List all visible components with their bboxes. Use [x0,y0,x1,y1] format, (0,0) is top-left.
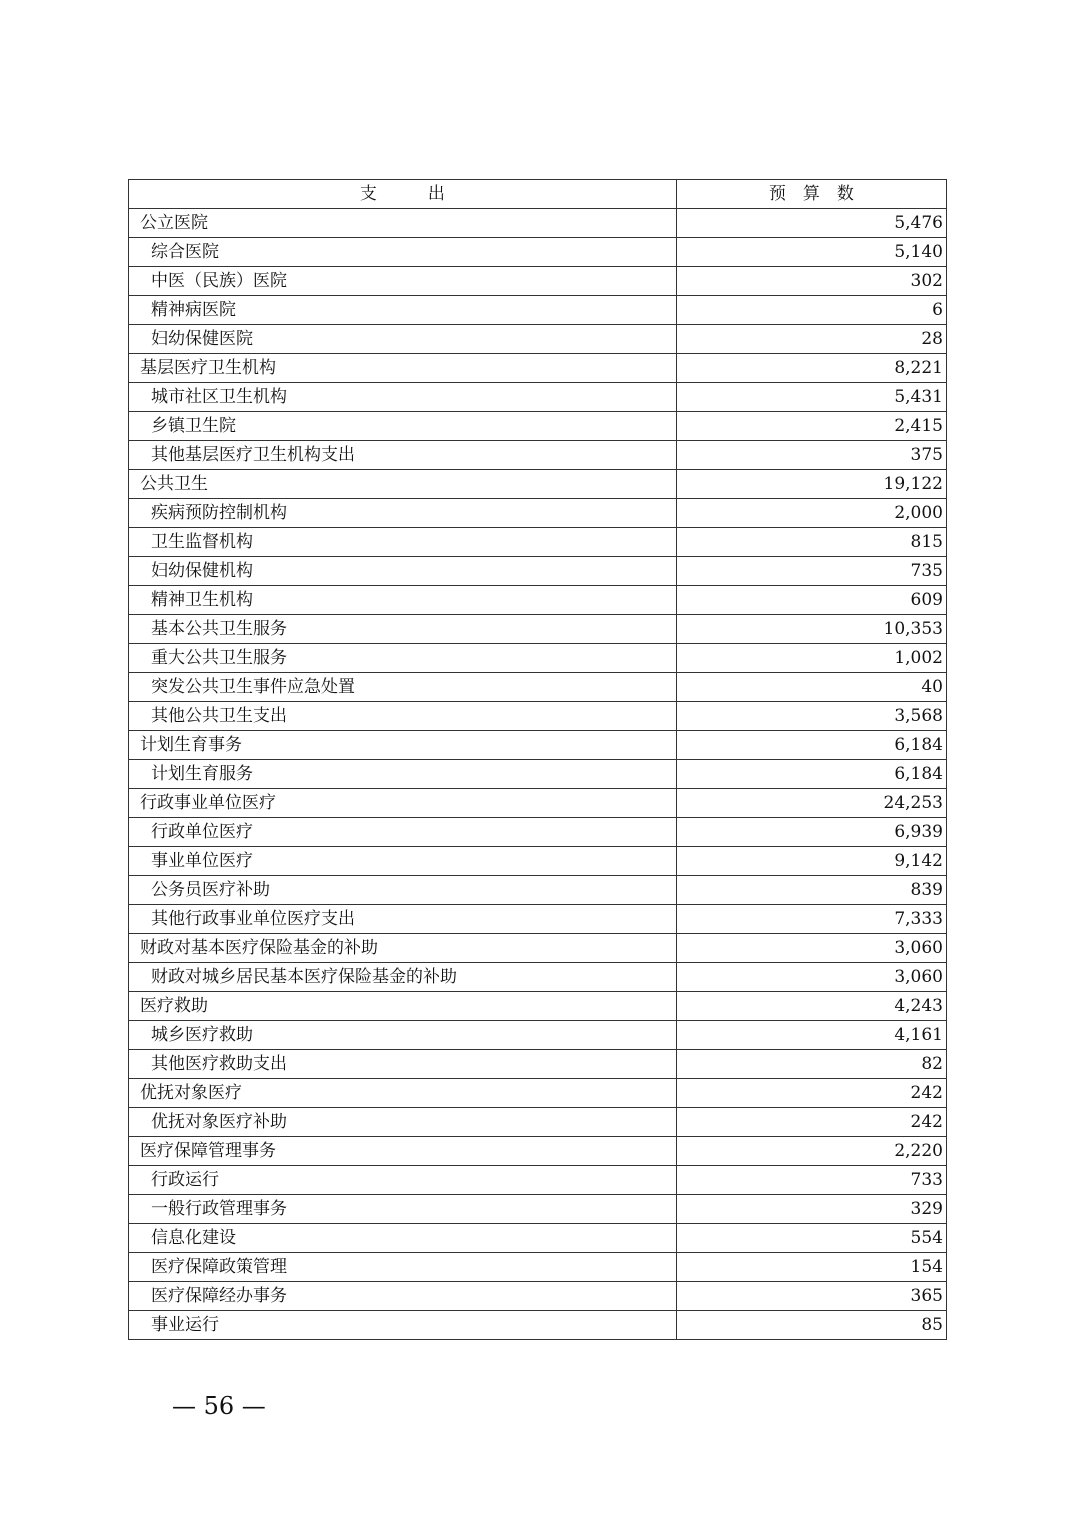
item-name-cell: 行政单位医疗 [129,818,677,847]
budget-amount-cell: 242 [676,1079,946,1108]
item-name-cell: 综合医院 [129,238,677,267]
budget-amount-cell: 40 [676,673,946,702]
table-row [129,934,947,963]
budget-amount-cell: 3,060 [676,963,946,992]
table-row [129,557,947,586]
budget-amount-cell: 2,220 [676,1137,946,1166]
table-row [129,1021,947,1050]
item-name-cell: 医疗保障政策管理 [129,1253,677,1282]
header-expenditure [129,180,677,209]
table-row [129,847,947,876]
table-row [129,876,947,905]
table-row [129,963,947,992]
budget-expenditure-table [128,179,947,1340]
budget-amount-cell: 3,060 [676,934,946,963]
item-name-cell: 行政事业单位医疗 [129,789,677,818]
budget-amount-cell: 1,002 [676,644,946,673]
table-row [129,1253,947,1282]
item-name-cell: 计划生育服务 [129,760,677,789]
item-name-cell: 精神卫生机构 [129,586,677,615]
table-row [129,702,947,731]
budget-amount-cell: 365 [676,1282,946,1311]
table-row [129,789,947,818]
budget-amount-cell: 4,243 [676,992,946,1021]
item-name-cell: 妇幼保健医院 [129,325,677,354]
table-row [129,1224,947,1253]
item-name-cell: 基层医疗卫生机构 [129,354,677,383]
budget-amount-cell: 85 [676,1311,946,1340]
item-name-cell: 公共卫生 [129,470,677,499]
table-row [129,1195,947,1224]
budget-amount-cell: 24,253 [676,789,946,818]
item-name-cell: 优抚对象医疗补助 [129,1108,677,1137]
budget-amount-cell: 4,161 [676,1021,946,1050]
item-name-cell: 重大公共卫生服务 [129,644,677,673]
item-name-cell: 医疗救助 [129,992,677,1021]
item-name-cell: 优抚对象医疗 [129,1079,677,1108]
item-name-cell: 突发公共卫生事件应急处置 [129,673,677,702]
item-name-cell: 行政运行 [129,1166,677,1195]
table-row [129,238,947,267]
header-row [129,180,947,209]
item-name-cell: 其他基层医疗卫生机构支出 [129,441,677,470]
table-row [129,644,947,673]
item-name-cell: 其他公共卫生支出 [129,702,677,731]
table-row [129,325,947,354]
table-header [129,180,947,209]
item-name-cell: 公立医院 [129,209,677,238]
item-name-cell: 医疗保障经办事务 [129,1282,677,1311]
budget-amount-cell: 5,140 [676,238,946,267]
item-name-cell: 财政对城乡居民基本医疗保险基金的补助 [129,963,677,992]
budget-amount-cell: 7,333 [676,905,946,934]
table-row [129,1079,947,1108]
table-row [129,528,947,557]
item-name-cell: 事业单位医疗 [129,847,677,876]
table-row [129,499,947,528]
budget-amount-cell: 242 [676,1108,946,1137]
table-row [129,354,947,383]
item-name-cell: 疾病预防控制机构 [129,499,677,528]
item-name-cell: 中医（民族）医院 [129,267,677,296]
item-name-cell: 一般行政管理事务 [129,1195,677,1224]
item-name-cell: 精神病医院 [129,296,677,325]
table-row [129,615,947,644]
table-row [129,383,947,412]
table-row [129,586,947,615]
budget-amount-cell: 815 [676,528,946,557]
item-name-cell: 计划生育事务 [129,731,677,760]
header-expenditure-label: 支 出 [359,184,445,204]
budget-amount-cell: 5,431 [676,383,946,412]
table-row [129,673,947,702]
table-row [129,1282,947,1311]
item-name-cell: 卫生监督机构 [129,528,677,557]
budget-amount-cell: 5,476 [676,209,946,238]
table-row [129,760,947,789]
item-name-cell: 其他医疗救助支出 [129,1050,677,1079]
table-row [129,1050,947,1079]
table-row [129,209,947,238]
header-budget-label: 预 算 数 [768,184,854,204]
item-name-cell: 财政对基本医疗保险基金的补助 [129,934,677,963]
table-row [129,992,947,1021]
item-name-cell: 妇幼保健机构 [129,557,677,586]
item-name-cell: 其他行政事业单位医疗支出 [129,905,677,934]
budget-amount-cell: 6 [676,296,946,325]
item-name-cell: 医疗保障管理事务 [129,1137,677,1166]
item-name-cell: 信息化建设 [129,1224,677,1253]
item-name-cell: 公务员医疗补助 [129,876,677,905]
budget-amount-cell: 10,353 [676,615,946,644]
header-budget [676,180,946,209]
table-body [129,209,947,1340]
item-name-cell: 事业运行 [129,1311,677,1340]
budget-amount-cell: 302 [676,267,946,296]
table-row [129,1108,947,1137]
budget-amount-cell: 19,122 [676,470,946,499]
table-row [129,731,947,760]
table-row [129,267,947,296]
budget-amount-cell: 735 [676,557,946,586]
table-row [129,905,947,934]
item-name-cell: 乡镇卫生院 [129,412,677,441]
budget-amount-cell: 375 [676,441,946,470]
budget-amount-cell: 82 [676,1050,946,1079]
budget-amount-cell: 839 [676,876,946,905]
item-name-cell: 基本公共卫生服务 [129,615,677,644]
budget-amount-cell: 6,939 [676,818,946,847]
budget-amount-cell: 154 [676,1253,946,1282]
table-row [129,1137,947,1166]
table-row [129,470,947,499]
budget-amount-cell: 6,184 [676,731,946,760]
table-row [129,1166,947,1195]
table-row [129,296,947,325]
budget-amount-cell: 329 [676,1195,946,1224]
page-number: — 56 — [172,1392,266,1420]
table-row [129,818,947,847]
budget-amount-cell: 28 [676,325,946,354]
table-row [129,441,947,470]
budget-amount-cell: 8,221 [676,354,946,383]
item-name-cell: 城乡医疗救助 [129,1021,677,1050]
budget-amount-cell: 2,415 [676,412,946,441]
table-row [129,1311,947,1340]
budget-amount-cell: 3,568 [676,702,946,731]
budget-amount-cell: 9,142 [676,847,946,876]
budget-amount-cell: 609 [676,586,946,615]
budget-amount-cell: 554 [676,1224,946,1253]
budget-amount-cell: 6,184 [676,760,946,789]
budget-amount-cell: 733 [676,1166,946,1195]
table-row [129,412,947,441]
item-name-cell: 城市社区卫生机构 [129,383,677,412]
budget-amount-cell: 2,000 [676,499,946,528]
